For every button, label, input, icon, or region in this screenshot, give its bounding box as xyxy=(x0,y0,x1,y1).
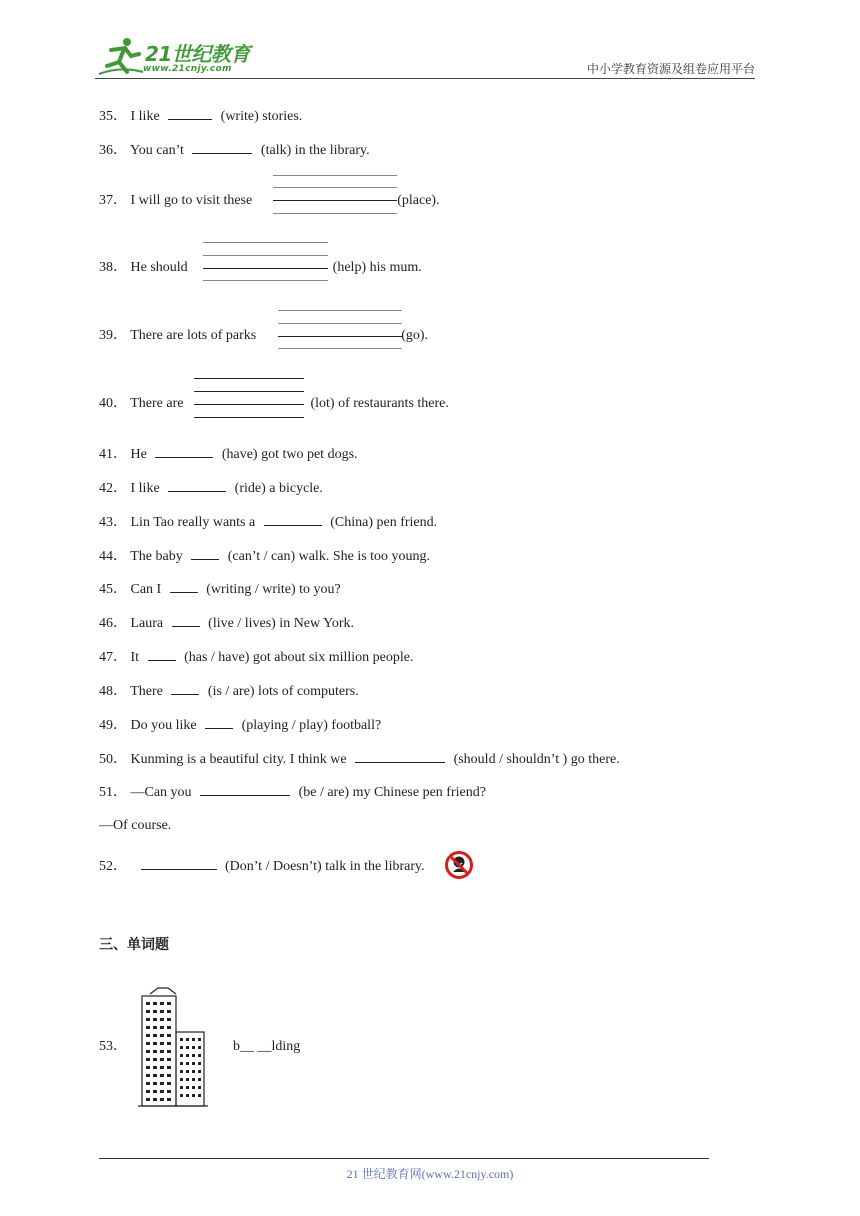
site-title: 中小学教育资源及组卷应用平台 xyxy=(586,62,755,76)
answer-blank[interactable] xyxy=(170,580,198,593)
question-46 xyxy=(99,614,354,633)
question-text: There are xyxy=(130,396,184,411)
question-text: He xyxy=(130,447,147,462)
question-text: It xyxy=(130,650,140,665)
footer-text: 21 世纪教育网(www.21cnjy.com) xyxy=(346,1167,514,1181)
question-text: I like xyxy=(130,109,160,124)
question-number: 48． xyxy=(99,684,127,699)
question-51 xyxy=(99,783,486,802)
header-divider xyxy=(95,78,755,79)
section-title: 三、单词题 xyxy=(99,937,169,953)
question-hint: (should / shouldn’t ) go there. xyxy=(453,752,620,767)
question-hint: (write) stories. xyxy=(220,109,303,124)
question-number: 49． xyxy=(99,718,127,733)
question-number: 37． xyxy=(99,193,127,208)
site-logo xyxy=(95,34,265,76)
question-number: 46． xyxy=(99,616,127,631)
question-53 xyxy=(99,1038,127,1056)
question-number: 53． xyxy=(99,1039,127,1054)
question-hint: (live / lives) in New York. xyxy=(208,616,354,631)
question-text: There xyxy=(130,684,163,699)
question-text: The baby xyxy=(130,549,183,564)
question-hint: (is / are) lots of computers. xyxy=(207,684,359,699)
question-hint: (talk) in the library. xyxy=(260,143,370,158)
question-45 xyxy=(99,580,341,599)
question-number: 42． xyxy=(99,481,127,496)
question-number: 43． xyxy=(99,515,127,530)
question-42 xyxy=(99,479,323,498)
question-number: 38． xyxy=(99,260,127,275)
answer-blank[interactable] xyxy=(205,716,233,729)
building-illustration xyxy=(138,986,220,1108)
question-text: Kunming is a beautiful city. I think we xyxy=(130,752,347,767)
answer-blank[interactable] xyxy=(264,513,322,526)
question-number: 36． xyxy=(99,143,127,158)
answer-blank[interactable] xyxy=(168,107,212,120)
question-hint: (writing / write) to you? xyxy=(206,582,341,597)
question-hint: (place). xyxy=(397,193,440,208)
question-number: 44． xyxy=(99,549,127,564)
question-hint: (have) got two pet dogs. xyxy=(221,447,358,462)
question-hint: (be / are) my Chinese pen friend? xyxy=(298,785,486,800)
question-text: —Can you xyxy=(130,785,192,800)
question-number: 41． xyxy=(99,447,127,462)
question-41 xyxy=(99,445,358,464)
answer-blank[interactable] xyxy=(148,648,176,661)
footer-divider xyxy=(99,1158,709,1159)
question-text: He should xyxy=(130,260,188,275)
page-header xyxy=(95,30,755,80)
answer-blank[interactable] xyxy=(155,445,213,458)
question-hint: (Don’t / Doesn’t) talk in the library. xyxy=(225,859,425,874)
question-49 xyxy=(99,716,381,735)
question-50 xyxy=(99,750,620,769)
question-53-word xyxy=(233,1038,300,1056)
question-number: 40． xyxy=(99,396,127,411)
answer-blank[interactable] xyxy=(200,783,290,796)
question-35 xyxy=(99,107,302,126)
question-number: 39． xyxy=(99,328,127,343)
runner-logo-icon xyxy=(97,36,145,76)
answer-blank[interactable] xyxy=(141,857,217,870)
question-number: 35． xyxy=(99,109,127,124)
question-43 xyxy=(99,513,437,532)
question-text: Can I xyxy=(130,582,162,597)
question-text: Laura xyxy=(130,616,164,631)
reply-text: —Of course. xyxy=(99,818,172,833)
question-number: 52． xyxy=(99,859,127,874)
question-hint: (can’t / can) walk. She is too young. xyxy=(227,549,431,564)
question-text: I like xyxy=(130,481,160,496)
answer-blank[interactable] xyxy=(172,614,200,627)
question-44 xyxy=(99,547,430,566)
no-talking-sign-icon xyxy=(444,850,474,880)
question-hint: (go). xyxy=(401,328,429,343)
question-number: 47． xyxy=(99,650,127,665)
question-hint: (has / have) got about six million people. xyxy=(184,650,414,665)
question-number: 51． xyxy=(99,785,127,800)
answer-blank[interactable] xyxy=(355,750,445,763)
word-blank-text[interactable]: b__ __lding xyxy=(233,1039,301,1054)
logo-url: www.21cnjy.com xyxy=(143,64,232,74)
question-52 xyxy=(99,857,425,876)
question-text: Do you like xyxy=(130,718,197,733)
question-number: 50． xyxy=(99,752,127,767)
question-hint: (China) pen friend. xyxy=(330,515,438,530)
question-number: 45． xyxy=(99,582,127,597)
question-hint: (playing / play) football? xyxy=(241,718,382,733)
question-36 xyxy=(99,141,370,160)
logo-text: 21世纪教育 xyxy=(145,42,250,66)
question-hint: (lot) of restaurants there. xyxy=(310,396,449,411)
answer-blank[interactable] xyxy=(191,547,219,560)
answer-blank[interactable] xyxy=(171,682,199,695)
question-text: Lin Tao really wants a xyxy=(130,515,256,530)
question-37 xyxy=(99,192,440,210)
answer-blank[interactable] xyxy=(192,141,252,154)
question-hint: (help) his mum. xyxy=(332,260,422,275)
question-47 xyxy=(99,648,413,667)
question-hint: (ride) a bicycle. xyxy=(234,481,323,496)
question-text: You can’t xyxy=(129,143,184,158)
answer-blank[interactable] xyxy=(168,479,226,492)
question-text: There are lots of parks xyxy=(130,328,257,343)
question-48 xyxy=(99,682,359,701)
question-51-reply xyxy=(99,817,171,835)
question-text: I will go to visit these xyxy=(130,193,253,208)
